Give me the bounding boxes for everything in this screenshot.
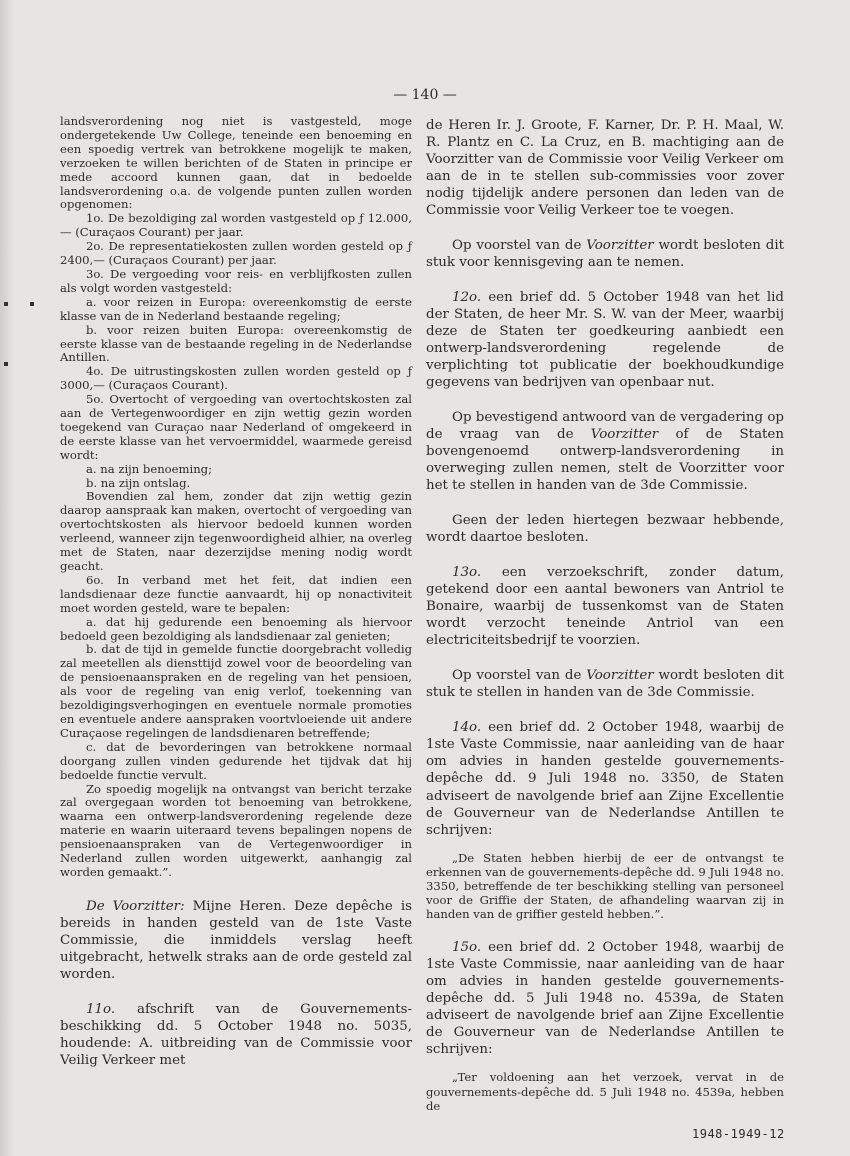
left-column bbox=[60, 115, 412, 1069]
margin-mark bbox=[4, 362, 8, 366]
paragraph-text: wordt besloten dit stuk te stellen in handen van de 3de Commissie. bbox=[426, 668, 785, 701]
italic-label: Voorzitter bbox=[590, 427, 659, 443]
paragraph-text: c. dat de bevorderingen van betrokkene normaal doorgang zullen vinden gedurende het tijdvak dat hij bedoelde functie vervult. bbox=[60, 739, 412, 782]
paragraph bbox=[60, 783, 412, 880]
italic-label: Voorzitter bbox=[586, 238, 654, 254]
paragraph bbox=[426, 851, 784, 922]
italic-label: 13o. bbox=[452, 565, 482, 581]
paragraph bbox=[426, 117, 784, 219]
paragraph-text: a. dat hij gedurende een benoeming als hiervoor bedoeld geen bezoldiging als landsdienaar zal genieten; bbox=[60, 614, 412, 643]
paragraph bbox=[60, 490, 412, 573]
footer-code: 1948-1949-12 bbox=[692, 1127, 785, 1141]
italic-label: De Voorzitter: bbox=[86, 898, 185, 914]
paragraph bbox=[426, 719, 784, 838]
margin-mark bbox=[4, 302, 8, 306]
paragraph bbox=[60, 296, 412, 324]
italic-label: 11o. bbox=[86, 1001, 116, 1017]
paragraph bbox=[60, 212, 412, 240]
paragraph bbox=[426, 512, 784, 546]
paragraph bbox=[60, 268, 412, 296]
paragraph-text: a. voor reizen in Europa: overeenkomstig de eerste klasse van de in Nederland bestaande regeling; bbox=[60, 294, 412, 323]
paragraph-text: afschrift van de Gouvernements-beschikking dd. 5 October 1948 no. 5035, houdende: A. uitbreiding van de Commissie voor Veilig Verkeer met bbox=[60, 1001, 412, 1068]
paragraph-text: een brief dd. 2 October 1948, waarbij de 1ste Vaste Commissie, naar aanleiding van de haar om advies in handen gestelde gouvernements-depêche dd. 9 Juli 1948 no. 3350, de Staten adviseert de navolgende brief aan Zijne Excellentie de Gouverneur van de Nederlandse Antillen te schrijven: bbox=[426, 720, 784, 838]
paragraph-text: Mijne Heren. Deze depêche is bereids in handen gesteld van de 1ste Vaste Commissie, die inmiddels verslag heeft uitgebracht, hetwelk straks aan de orde gesteld zal worden. bbox=[60, 898, 412, 982]
paragraph-text: de Heren Ir. J. Groote, F. Karner, Dr. P. H. Maal, W. R. Plantz en C. La Cruz, en B. machtiging aan de Voorzitter van de Commissie voor Veilig Verkeer om aan de in te stellen sub-commissies voor zover nodig tijdelijk andere personen dan leden van de Commissie voor Veilig Verkeer toe te voegen. bbox=[426, 118, 784, 219]
paragraph bbox=[60, 463, 412, 477]
paragraph bbox=[60, 324, 412, 366]
paragraph-text: „De Staten hebben hierbij de eer de ontvangst te erkennen van de gouvernements-depêche dd. 9 Juli 1948 no. 3350, betreffende de ter beschikking stelling van personeel voor de Griffie der Staten, de afhandeling waarvan zij in handen van de griffier gesteld hebben.”. bbox=[426, 850, 784, 922]
paragraph bbox=[60, 574, 412, 616]
paragraph-lead-text: Op voorstel van de bbox=[452, 238, 587, 254]
paragraph-text: 6o. In verband met het feit, dat indien een landsdienaar deze functie aanvaardt, hij op nonactiviteit moet worden gesteld, ware te bepalen: bbox=[60, 572, 412, 615]
paragraph bbox=[60, 898, 412, 983]
paragraph-text: een brief dd. 2 October 1948, waarbij de 1ste Vaste Commissie, naar aanleiding van de haar om advies in handen gestelde gouvernements-depêche dd. 5 Juli 1948 no. 4539a, de Staten adviseert de navolgende brief aan Zijne Excellentie de Gouverneur van de Nederlandse Antillen te schrijven: bbox=[426, 940, 784, 1058]
paragraph-text: 1o. De bezoldiging zal worden vastgesteld op ƒ 12.000,— (Curaçaos Courant) per jaar. bbox=[60, 211, 412, 240]
paragraph-text: 2o. De representatiekosten zullen worden gesteld op ƒ 2400,— (Curaçaos Courant) per jaar. bbox=[60, 239, 412, 268]
paragraph bbox=[60, 477, 412, 491]
paragraph-text: 5o. Overtocht of vergoeding van overtochtskosten zal aan de Vertegenwoordiger en zijn wettig gezin worden toegekend van Curaçao naar Nederland of omgekeerd in de eerste klasse van het vervoermiddel, waarmede gereisd wordt: bbox=[60, 392, 412, 462]
paragraph-text: b. dat de tijd in gemelde functie doorgebracht volledig zal meetellen als diensttijd zowel voor de beoordeling van de pensioenaanspraken en de regeling van het pensioen, als voor de regeling van enig verlof, toekenning van bezoldigingsverhogingen en eventuele normale promoties en eventuele andere aanspraken voortvloeiende uit andere Curaçaose regelingen de landsdienaren betreffende; bbox=[60, 642, 412, 740]
italic-label: Voorzitter bbox=[586, 668, 654, 684]
paragraph bbox=[60, 1001, 412, 1069]
italic-label: 12o. bbox=[452, 290, 482, 306]
paragraph-text: wordt besloten dit stuk voor kennisgeving aan te nemen. bbox=[426, 238, 785, 271]
paragraph-text: een brief dd. 5 October 1948 van het lid der Staten, de heer Mr. S. W. van der Meer, waarbij deze de Staten ter goedkeuring aanbiedt een ontwerp-landsverordening regelende de verplichting tot publicatie der boekhoudkundige gegevens van bedrijven van openbaar nut. bbox=[426, 290, 784, 391]
paragraph bbox=[426, 1070, 784, 1112]
paragraph bbox=[60, 240, 412, 268]
paragraph-lead-text: Op voorstel van de bbox=[452, 668, 587, 684]
paragraph-text: b. na zijn ontslag. bbox=[86, 475, 191, 490]
italic-label: 15o. bbox=[452, 940, 482, 956]
paragraph bbox=[426, 289, 784, 391]
paragraph-text: Bovendien zal hem, zonder dat zijn wettig gezin daarop aanspraak kan maken, overtocht of vergoeding van overtochtskosten als hiervoor bedoeld kunnen worden verleend, wanneer zijn tegenwoordigheid alhier, na overleg met de Staten, naar dezerzijdse mening nodig wordt geacht. bbox=[60, 489, 412, 573]
paragraph bbox=[426, 409, 784, 494]
page-number: — 140 — bbox=[393, 87, 457, 103]
page-edge-shadow bbox=[0, 0, 14, 1156]
paragraph bbox=[60, 115, 412, 212]
italic-label: 14o. bbox=[452, 720, 482, 736]
paragraph bbox=[60, 365, 412, 393]
paragraph-text: „Ter voldoening aan het verzoek, vervat in de gouvernements-depêche dd. 5 Juli 1948 no. 4539a, hebben de bbox=[426, 1070, 784, 1113]
paragraph bbox=[426, 667, 784, 701]
paragraph-lead-text: Op bevestigend antwoord van de vergadering op de vraag van de bbox=[426, 410, 784, 443]
margin-mark bbox=[30, 302, 34, 306]
paragraph-text: Geen der leden hiertegen bezwaar hebbende, wordt daartoe besloten. bbox=[426, 513, 784, 546]
paragraph-text: of de Staten bovengenoemd ontwerp-landsverordening in overweging zullen nemen, stelt de Voorzitter voor het te stellen in handen van de 3de Commissie. bbox=[426, 427, 784, 494]
paragraph-text: a. na zijn benoeming; bbox=[86, 461, 212, 476]
paragraph-text: landsverordening nog niet is vastgesteld, moge ondergetekende Uw College, teneinde een benoeming en een spoedig vertrek van betrokkene mogelijk te maken, verzoeken te willen berichten of de Staten in principe er mede accoord kunnen gaan, dat in bedoelde landsverordening o.a. de volgende punten zullen worden opgenomen: bbox=[60, 114, 412, 212]
paragraph bbox=[60, 393, 412, 463]
paragraph bbox=[426, 237, 784, 271]
paragraph-text: b. voor reizen buiten Europa: overeenkomstig de eerste klasse van de bestaande regeling in de Nederlandse Antillen. bbox=[60, 322, 412, 365]
paragraph-text: 3o. De vergoeding voor reis- en verblijfkosten zullen als volgt worden vastgesteld: bbox=[60, 266, 412, 295]
paragraph-text: Zo spoedig mogelijk na ontvangst van bericht terzake zal overgegaan worden tot benoeming van betrokkene, waarna een ontwerp-landsverordening regelende deze materie en waarin uiteraard tevens bepalingen nopens de pensioenaanspraken van de Vertegenwoordiger in Nederland zullen worden uitgewerkt, aanhangig zal worden gemaakt.”. bbox=[60, 781, 412, 879]
paragraph bbox=[60, 741, 412, 783]
paragraph bbox=[60, 643, 412, 740]
paragraph bbox=[60, 616, 412, 644]
right-column bbox=[426, 117, 784, 1113]
paragraph-text: een verzoekschrift, zonder datum, getekend door een aantal bewoners van Antriol te Bonaire, waarbij de tussenkomst van de Staten wordt verzocht teneinde Antriol van een electriciteitsbedrijf te voorzien. bbox=[426, 565, 784, 649]
paragraph bbox=[426, 564, 784, 649]
paragraph-text: 4o. De uitrustingskosten zullen worden gesteld op ƒ 3000,— (Curaçaos Courant). bbox=[60, 364, 412, 393]
paragraph bbox=[426, 939, 784, 1058]
